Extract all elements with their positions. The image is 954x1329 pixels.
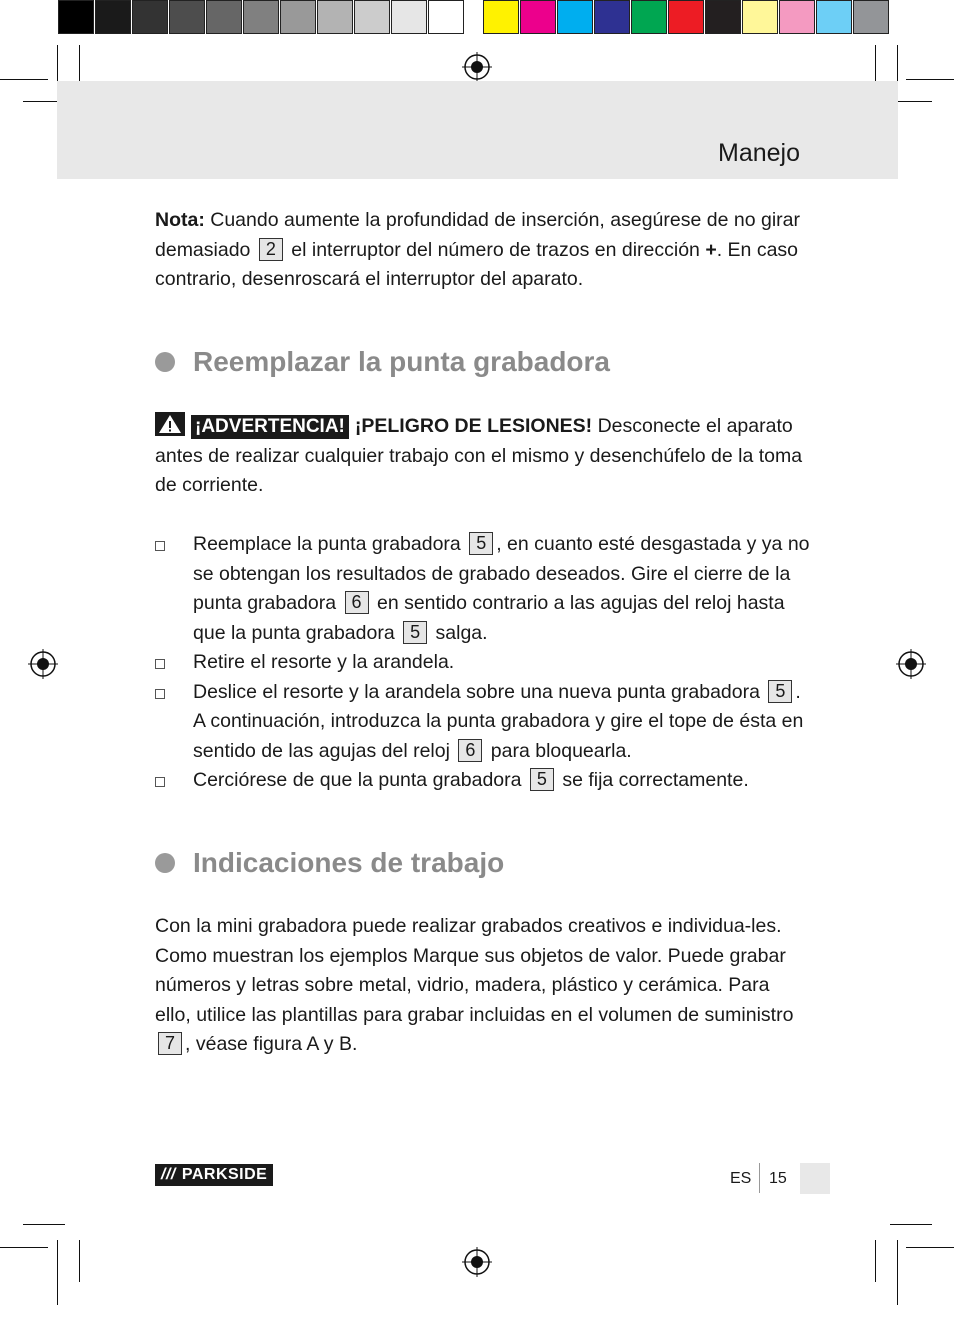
note-label: Nota: [155, 209, 205, 231]
color-swatch [483, 0, 519, 34]
ref-number: 6 [458, 739, 482, 762]
checkbox-icon [155, 659, 165, 669]
color-swatch [391, 0, 427, 34]
work-instructions-paragraph [155, 912, 805, 1060]
item-text: Cerciórese de que la punta grabadora [193, 769, 527, 791]
color-swatch [557, 0, 593, 34]
registration-mark-top [462, 52, 492, 82]
ref-number: 5 [768, 680, 792, 703]
heading-text: Indicaciones de trabajo [193, 847, 505, 878]
warning-paragraph [155, 412, 805, 501]
item-text: se fija correctamente. [556, 769, 749, 791]
ref-number: 2 [259, 238, 283, 261]
ref-number: 5 [530, 768, 554, 791]
item-text: para bloquearla. [485, 739, 632, 762]
item-text: Reemplace la punta grabadora [193, 533, 467, 555]
list-item [155, 678, 815, 767]
color-swatch [631, 0, 667, 34]
section-heading-reemplazar [155, 346, 610, 378]
color-swatch [206, 0, 242, 34]
note-text-1: Cuando aumente la profundidad de inserción, asegúrese de no girar demasiado [155, 209, 800, 261]
list-item [155, 530, 815, 648]
paragraph-text: , véase figura A y B. [185, 1033, 358, 1055]
color-swatch [280, 0, 316, 34]
note-paragraph [155, 206, 805, 295]
item-text: Retire el resorte y la arandela. [193, 651, 455, 673]
color-swatch [428, 0, 464, 34]
color-swatch [520, 0, 556, 34]
color-swatch [169, 0, 205, 34]
language-code: ES [730, 1170, 752, 1187]
heading-bullet [155, 352, 175, 372]
color-swatch [594, 0, 630, 34]
danger-label: ¡PELIGRO DE LESIONES! [354, 415, 593, 437]
note-text-2: el interruptor del número de trazos en dirección [285, 238, 706, 261]
list-item [155, 648, 815, 678]
registration-mark-bottom [462, 1247, 492, 1277]
color-swatch [95, 0, 131, 34]
heading-bullet [155, 853, 175, 873]
ref-number: 6 [345, 591, 369, 614]
parkside-logo [155, 1164, 273, 1186]
page-number: 15 [769, 1170, 787, 1187]
plus-symbol: + [705, 238, 717, 261]
ref-number: 5 [469, 532, 493, 555]
checkbox-icon [155, 541, 165, 551]
color-swatch [705, 0, 741, 34]
grayscale-calibration-bar [58, 0, 472, 38]
note-text-3: . En caso contrario, desenroscará el interruptor del aparato. [155, 238, 799, 290]
section-title: Manejo [718, 139, 800, 167]
color-swatch [317, 0, 353, 34]
color-swatch [58, 0, 94, 34]
logo-text: PARKSIDE [181, 1166, 268, 1183]
logo-slashes: /// [161, 1166, 176, 1183]
ref-number: 5 [403, 621, 427, 644]
color-swatch [132, 0, 168, 34]
warning-triangle-icon [155, 412, 185, 436]
footer-divider [759, 1163, 760, 1193]
item-text: , en cuanto esté desgastada y ya no se obtengan los resultados de grabado deseados. Gire el cierre de la punta grabadora [193, 533, 810, 614]
item-text: en sentido contrario a las agujas del reloj hasta que la punta grabadora [193, 592, 785, 644]
replacement-steps-list [155, 530, 815, 796]
color-swatch [354, 0, 390, 34]
warning-text: Desconecte el aparato antes de realizar cualquier trabajo con el mismo y desenchúfelo de la toma de corriente. [155, 415, 803, 496]
color-swatch [742, 0, 778, 34]
registration-mark-left [28, 649, 58, 679]
color-swatch [853, 0, 889, 34]
item-text: . A continuación, introduzca la punta grabadora y gire el tope de ésta en sentido de las agujas del reloj [193, 680, 804, 762]
section-heading-indicaciones [155, 847, 504, 879]
color-swatch [243, 0, 279, 34]
color-calibration-bar [483, 0, 897, 38]
paragraph-text: Con la mini grabadora puede realizar grabados creativos e individua-les. Como muestran los ejemplos Marque sus objetos de valor. Puede grabar números y letras sobre metal, vidrio, madera, plástico y cerámica. Para ello, utilice las plantillas para grabar incluidas en el volumen de suministro [155, 915, 794, 1026]
color-swatch [668, 0, 704, 34]
color-swatch [816, 0, 852, 34]
registration-mark-right [896, 649, 926, 679]
list-item [155, 766, 815, 796]
heading-text: Reemplazar la punta grabadora [193, 346, 611, 377]
color-swatch [779, 0, 815, 34]
ref-number: 7 [158, 1032, 182, 1055]
checkbox-icon [155, 777, 165, 787]
warning-label: ¡ADVERTENCIA! [191, 415, 349, 439]
item-text: Deslice el resorte y la arandela sobre una nueva punta grabadora [193, 680, 766, 703]
item-text: salga. [430, 621, 488, 644]
footer-tab [800, 1163, 830, 1194]
checkbox-icon [155, 689, 165, 699]
